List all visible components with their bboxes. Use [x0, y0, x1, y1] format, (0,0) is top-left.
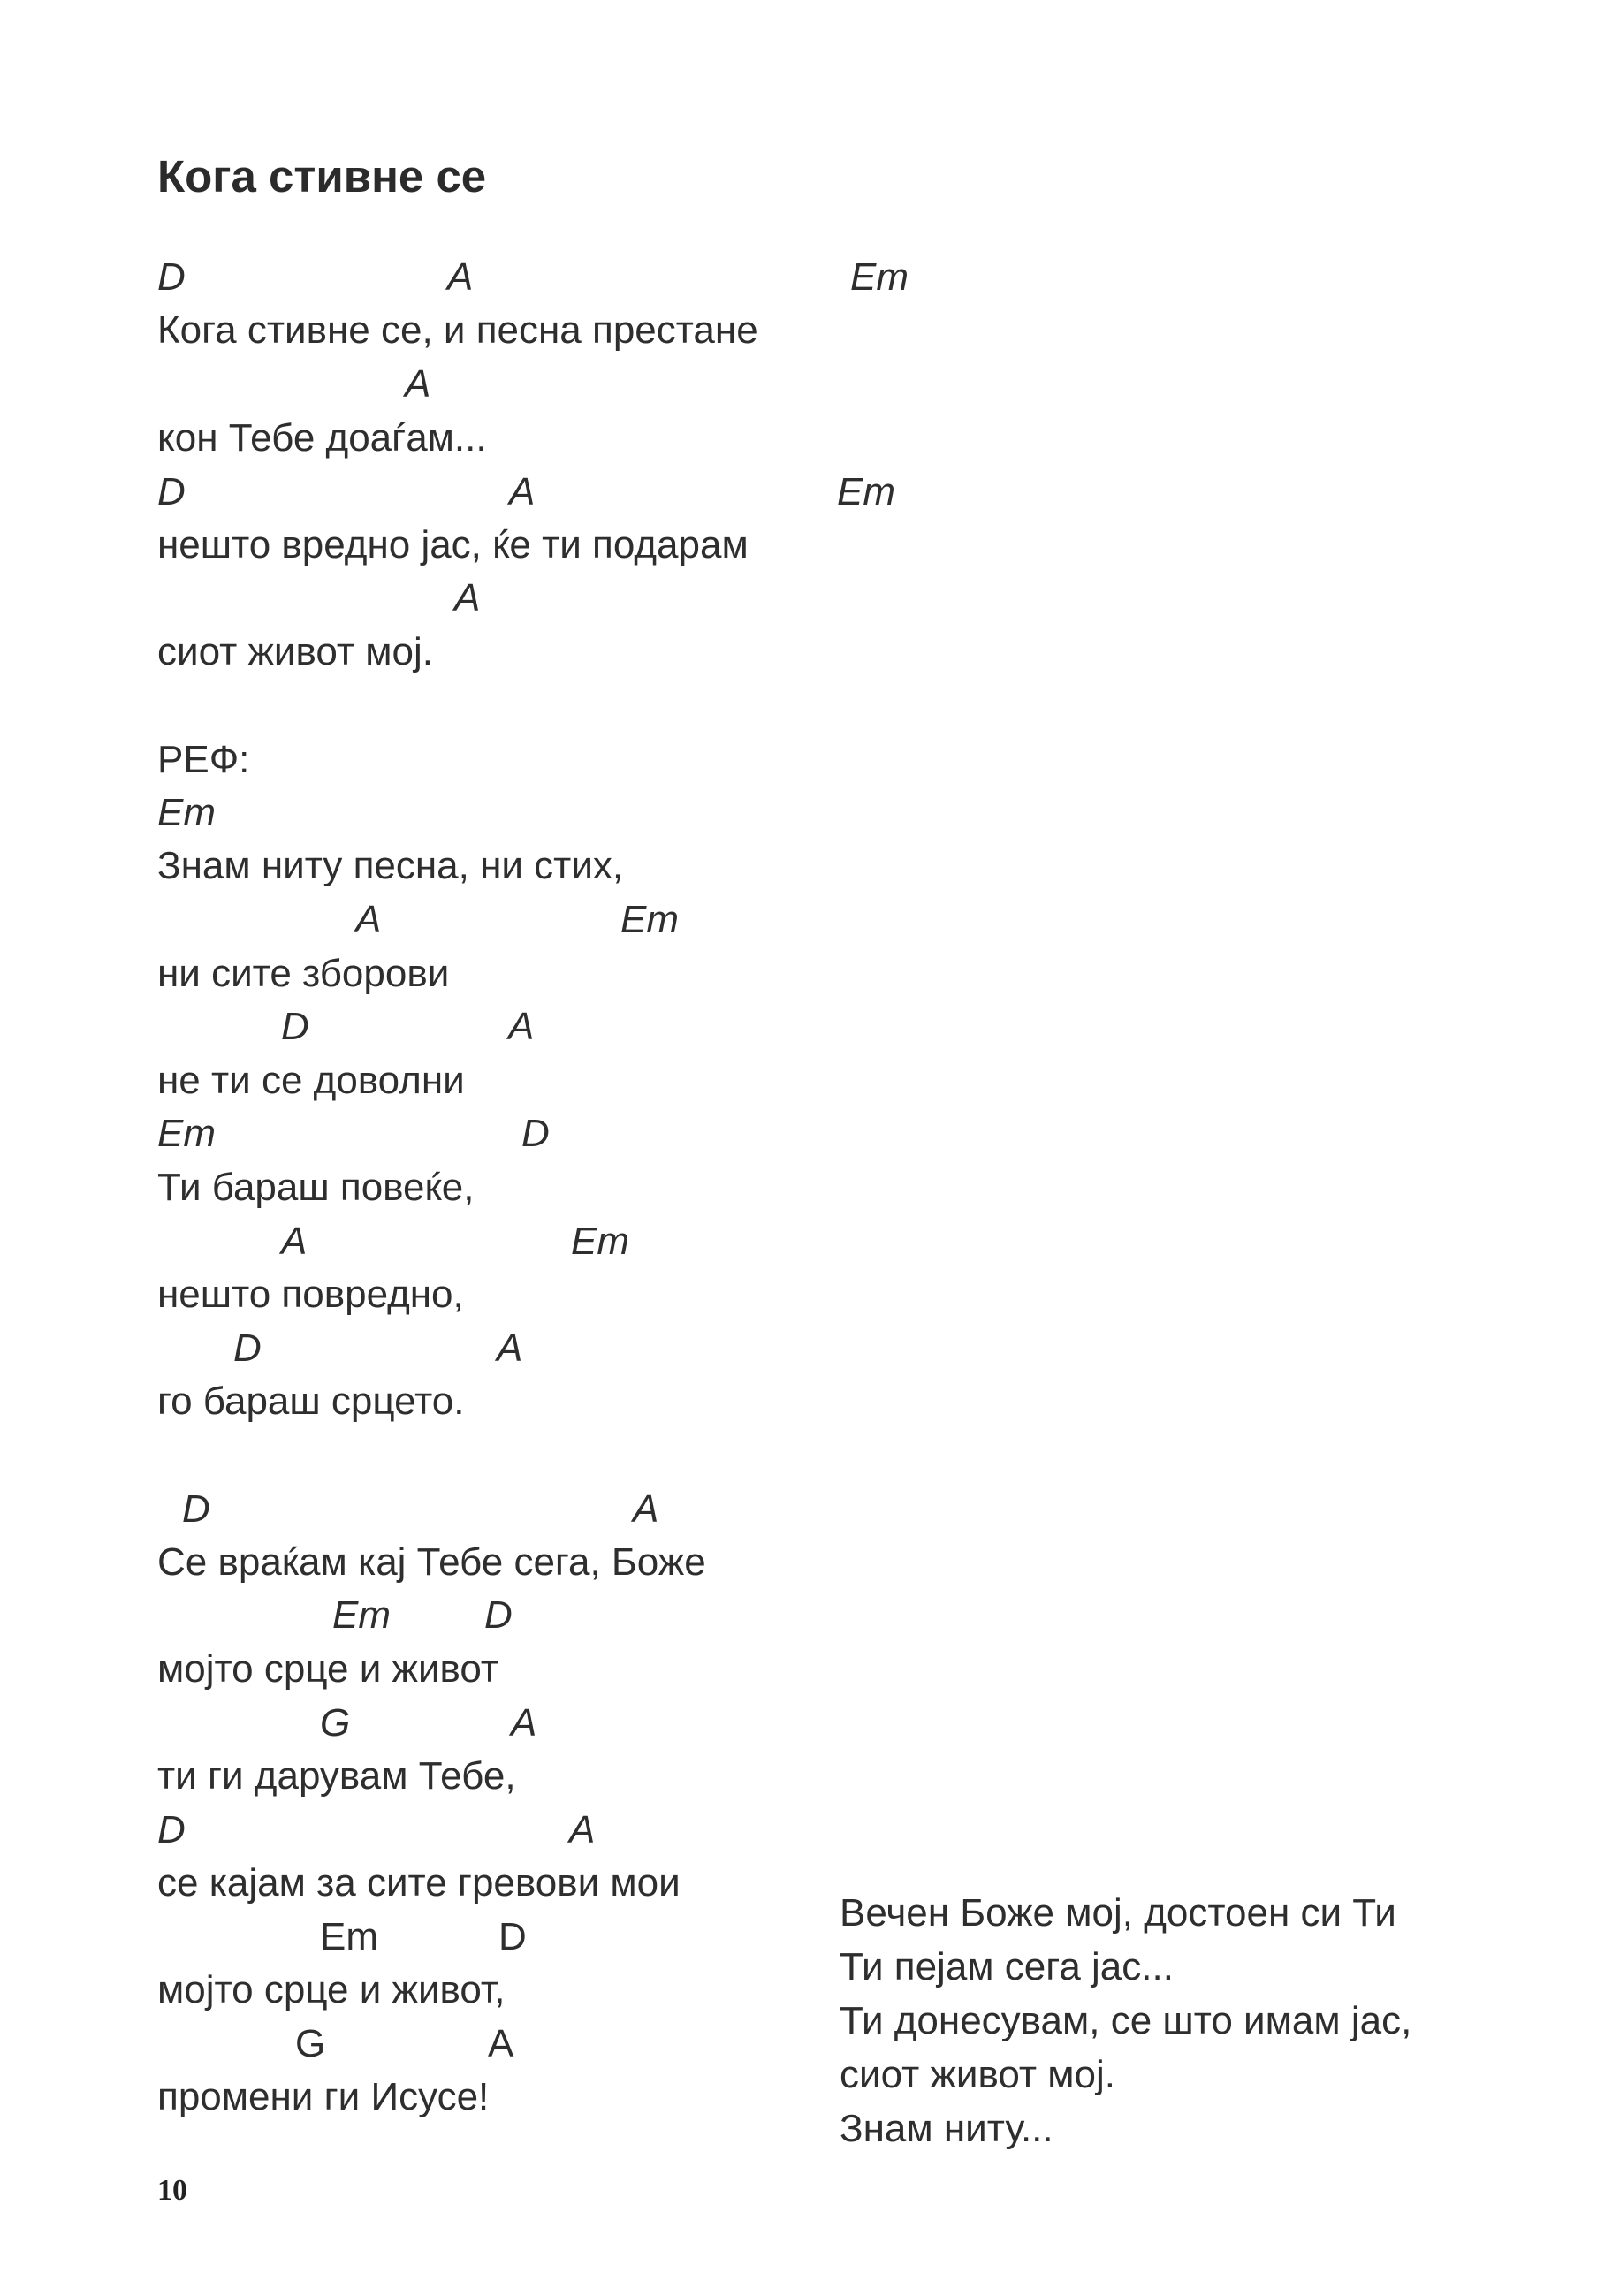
lyric-line: се кајам за сите гревови мои — [157, 1861, 681, 1904]
chord: Em — [320, 1915, 378, 1958]
lyric-line: нешто повредно, — [157, 1273, 464, 1316]
chord: D — [281, 1005, 309, 1048]
lyric-line: кон Тебе доаѓам... — [157, 416, 487, 460]
lyric-line: мојто срце и живот — [157, 1647, 499, 1691]
lyric-line: Ти бараш повеќе, — [157, 1166, 475, 1209]
chord: A — [508, 1005, 535, 1048]
chord: A — [511, 1701, 537, 1745]
chord: D — [157, 470, 186, 513]
chord: D — [484, 1593, 513, 1637]
chord: Em — [850, 255, 909, 299]
lyric-line: не ти се доволни — [157, 1059, 465, 1102]
side-line: сиот живот мој. — [840, 2053, 1115, 2096]
chord: D — [182, 1487, 210, 1531]
chord: Em — [837, 470, 895, 513]
lyric-line: го бараш срцето. — [157, 1380, 465, 1423]
side-line: Вечен Боже мој, достоен си Ти — [840, 1891, 1396, 1935]
chord: A — [447, 255, 474, 299]
song-title: Кога стивне се — [157, 151, 487, 201]
lyric-line: ни сите зборови — [157, 952, 450, 995]
chord: G — [295, 2022, 326, 2065]
chord: A — [509, 470, 536, 513]
chord: D — [157, 255, 186, 299]
chord: A — [281, 1220, 308, 1263]
side-line: Знам ниту... — [840, 2107, 1053, 2150]
lyric-line: промени ги Исусе! — [157, 2075, 490, 2118]
chord: A — [488, 2022, 514, 2065]
chord: A — [633, 1487, 659, 1531]
chord: A — [497, 1327, 523, 1370]
chord: D — [521, 1112, 550, 1155]
chord: Em — [157, 791, 216, 834]
chord: D — [498, 1915, 527, 1958]
page-number: 10 — [157, 2174, 187, 2207]
side-lyrics — [840, 1886, 1411, 2155]
lyric-line: сиот живот мој. — [157, 630, 433, 673]
side-line: Ти пејам сега јас... — [840, 1945, 1174, 1988]
lyric-line: мојто срце и живот, — [157, 1968, 506, 2011]
lyric-line: ти ги дарувам Тебе, — [157, 1754, 516, 1798]
chord: G — [320, 1701, 351, 1745]
chord: A — [569, 1808, 596, 1851]
lyric-line: Се враќам кај Тебе сега, Боже — [157, 1540, 706, 1584]
side-line: Ти донесувам, се што имам јас, — [840, 1999, 1412, 2042]
chorus-label: РЕФ: — [157, 738, 250, 781]
chord: D — [233, 1327, 262, 1370]
chord: Em — [332, 1593, 391, 1637]
chord: Em — [157, 1112, 216, 1155]
chord: A — [405, 362, 431, 406]
lyric-line: Кога стивне се, и песна престане — [157, 308, 758, 352]
chord: Em — [571, 1220, 629, 1263]
chord: A — [355, 898, 382, 941]
lyric-line: Знам ниту песна, ни стих, — [157, 844, 624, 887]
chord: A — [454, 576, 481, 620]
lyric-line: нешто вредно јас, ќе ти подарам — [157, 523, 749, 566]
chord: D — [157, 1808, 186, 1851]
chord: Em — [620, 898, 679, 941]
